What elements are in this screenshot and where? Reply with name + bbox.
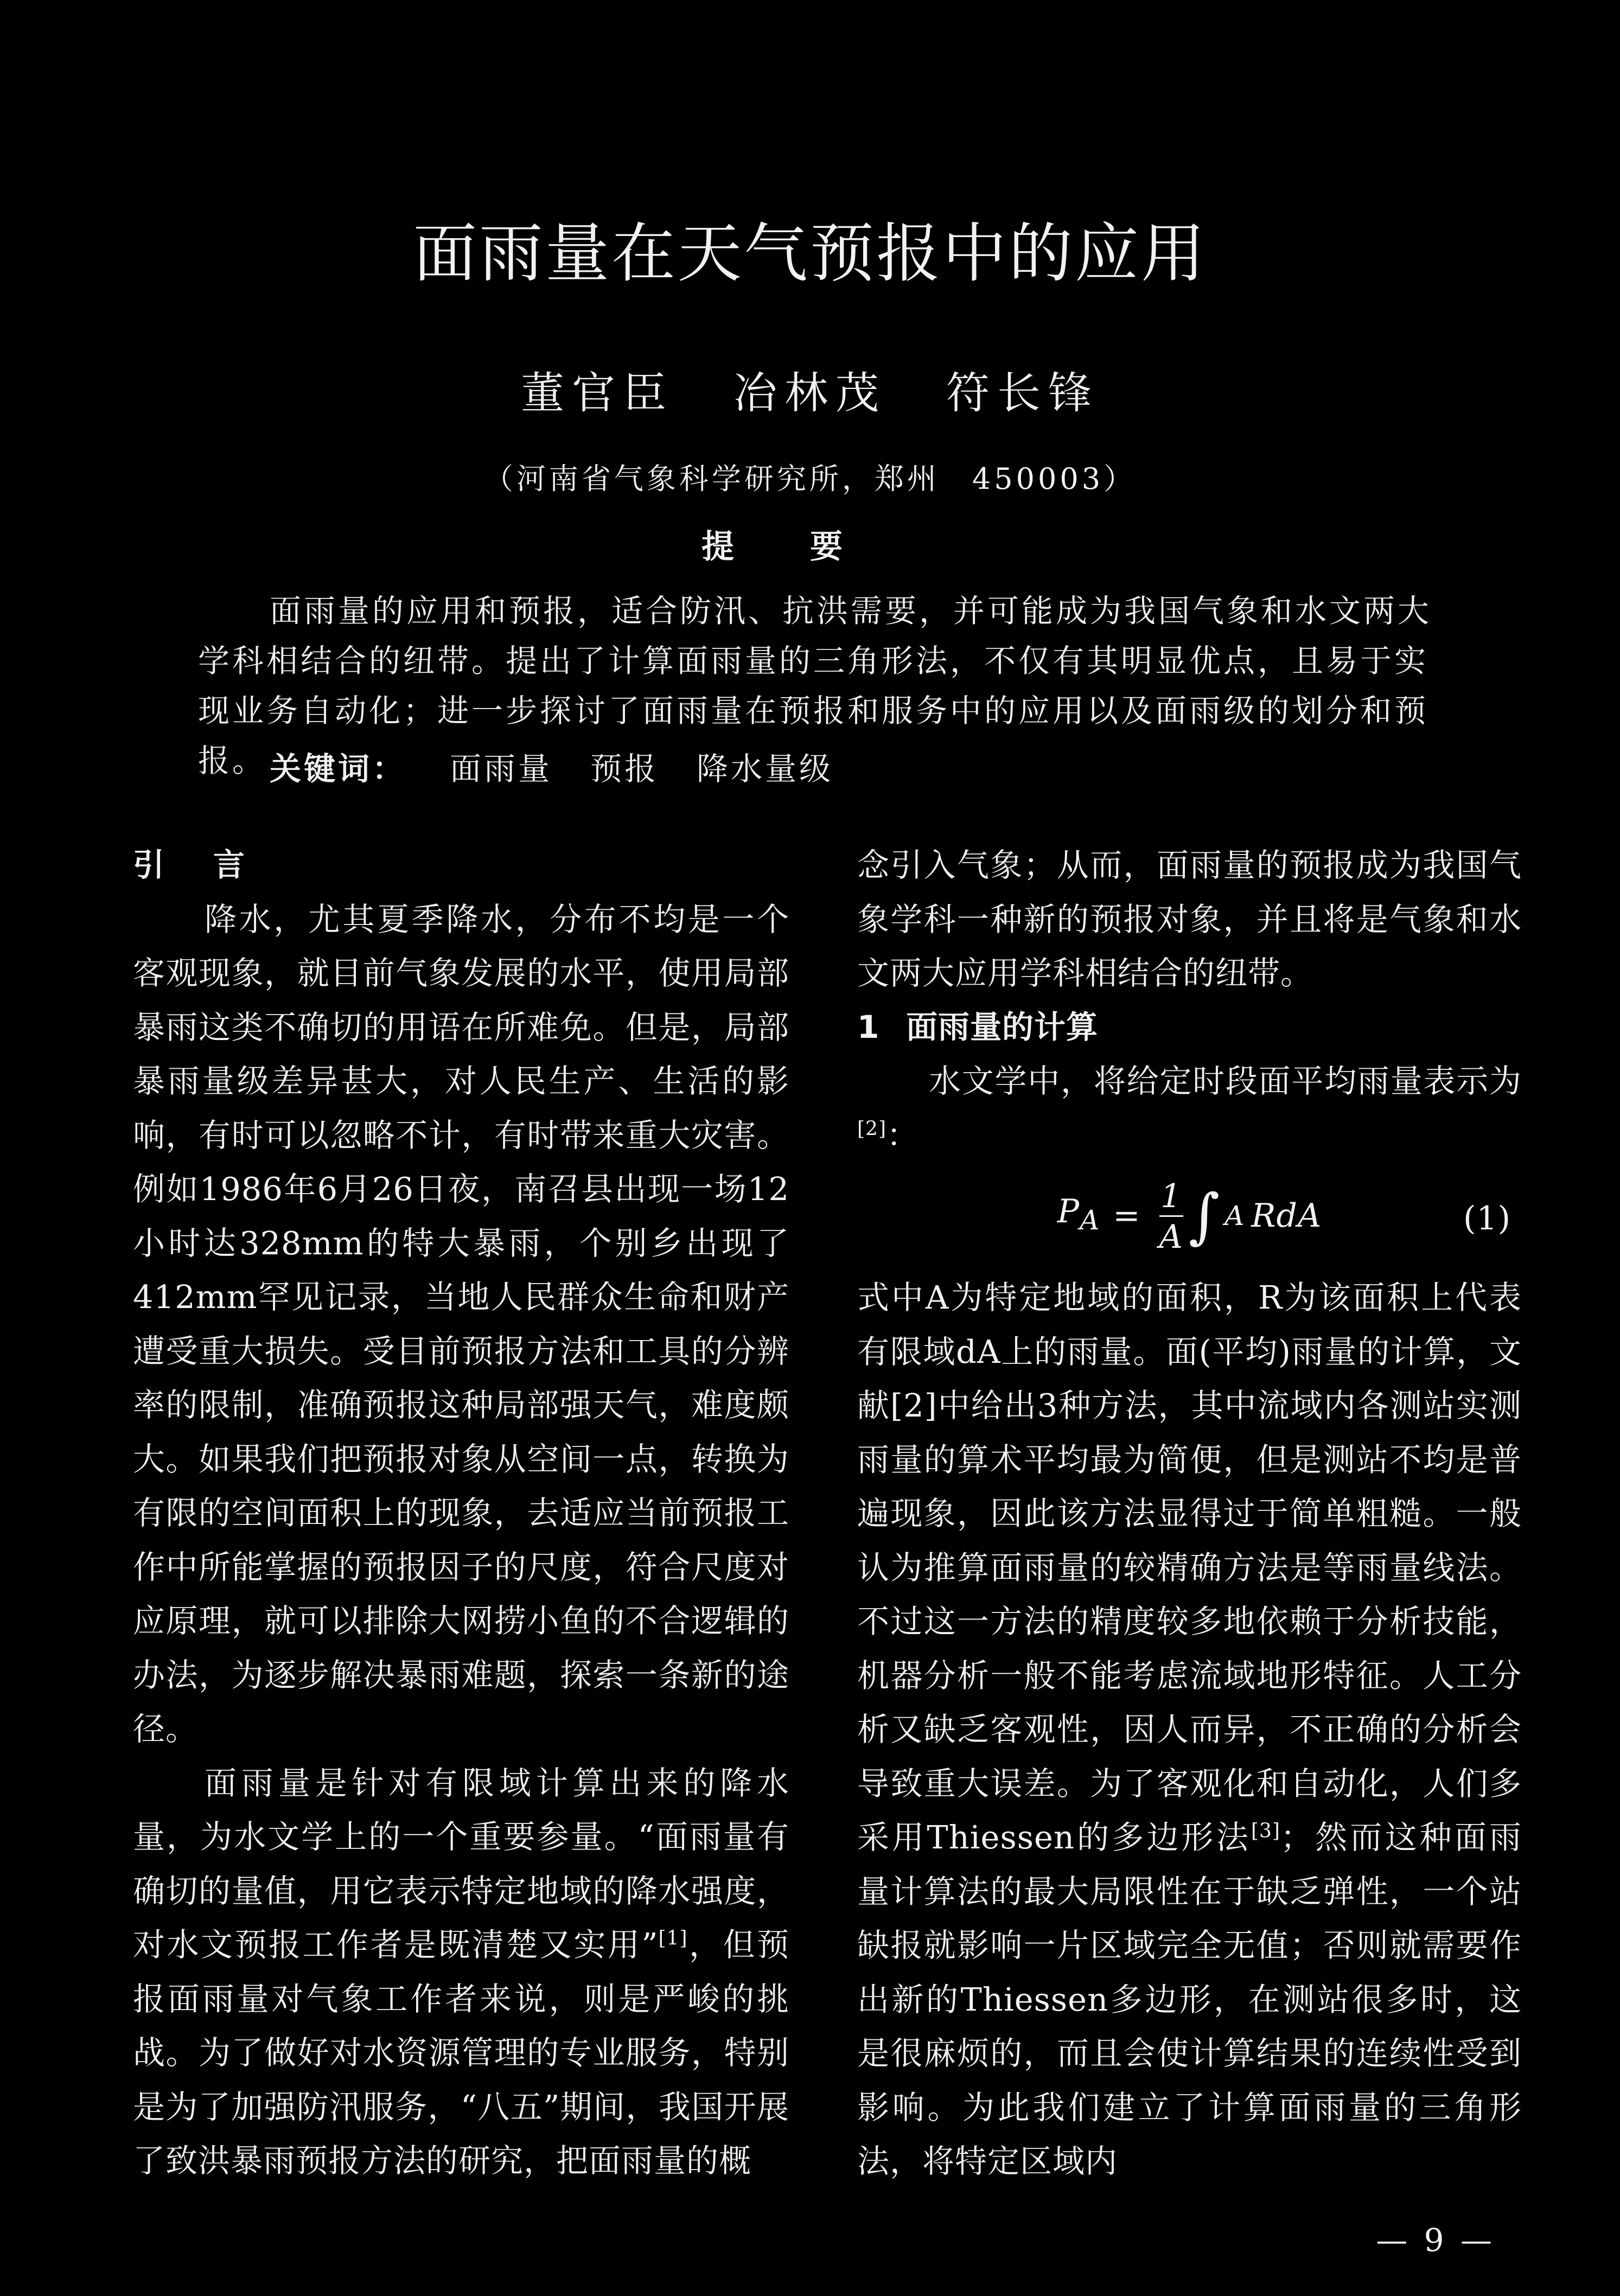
section-heading-intro — [133, 838, 789, 892]
section-1-number: 1 — [857, 1008, 880, 1045]
intro-p2-text-b: ，但预报面雨量对气象工作者来说，则是严峻的挑战。为了做好对水资源管理的专业服务，特别是为了加强防汛服务，“八五”期间，我国开展了致洪暴雨预报方法的研究，把面雨量的概 — [133, 1926, 789, 2179]
keywords-label: 关键词： — [270, 750, 407, 787]
left-column — [133, 838, 789, 2188]
section-heading-1 — [857, 1000, 1522, 1055]
formula-integrand: RdA — [1251, 1197, 1322, 1235]
keyword-3: 降水量级 — [697, 750, 834, 787]
citation-ref-3: [3] — [1251, 1820, 1280, 1842]
intro-paragraph-1: 降水，尤其夏季降水，分布不均是一个客观现象，就目前气象发展的水平，使用局部暴雨这类不确切的用语在所难免。但是，局部暴雨量级差异甚大，对人民生产、生活的影响，有时可以忽略不计，有时带来重大灾害。例如1986年6月26日夜，南召县出现一场12小时达328mm的特大暴雨，个别乡出现了412mm罕见记录，当地人民群众生命和财产遭受重大损失。受目前预报方法和工具的分辨率的限制，准确预报这种局部强天气，难度颇大。如果我们把预报对象从空间一点，转换为有限的空间面积上的现象，去适应当前预报工作中所能掌握的预报因子的尺度，符合尺度对应原理，就可以排除大网捞小鱼的不合逻辑的办法，为逐步解决暴雨难题，探索一条新的途径。 — [133, 900, 789, 1747]
formula-numerator: 1 — [1160, 1177, 1182, 1215]
keyword-2: 预报 — [590, 750, 659, 787]
citation-ref-2: [2] — [857, 1117, 886, 1140]
keyword-1: 面雨量 — [450, 750, 553, 787]
right-column — [857, 838, 1522, 2189]
formula-equals: = — [1113, 1197, 1141, 1235]
equation-number: (1) — [1463, 1200, 1511, 1238]
formula-lhs — [1057, 1185, 1100, 1248]
abstract-text: 面雨量的应用和预报，适合防汛、抗洪需要，并可能成为我国气象和水文两大学科相结合的纽带。提出了计算面雨量的三角形法，不仅有其明显优点，且易于实现业务自动化；进一步探讨了面雨量在预报和服务中的应用以及面雨级的划分和预报。 — [198, 592, 1432, 779]
formula-lhs-symbol: P — [1057, 1192, 1080, 1231]
s1p1-text-a: 水文学中，将给定时段面平均雨量表示为 — [929, 1062, 1522, 1100]
intro-paragraph-continued: 念引入气象；从而，面雨量的预报成为我国气象学科一种新的预报对象，并且将是气象和水文两大应用学科相结合的纽带。 — [857, 846, 1522, 992]
author-3: 符长锋 — [946, 368, 1099, 418]
page-number: — 9 — — [1376, 2222, 1495, 2259]
section-1-paragraph-1 — [857, 1054, 1522, 1162]
equation-1 — [857, 1162, 1522, 1271]
keywords-line — [270, 743, 833, 789]
formula-fraction — [1159, 1177, 1183, 1256]
intro-p2-text-a: 面雨量是针对有限域计算出来的降水量，为水文学上的一个重要参量。“面雨量有确切的量值，用它表示特定地域的降水强度，对水文预报工作者是既清楚又实用” — [133, 1764, 789, 1963]
intro-paragraph-2 — [133, 1756, 789, 2188]
formula-lhs-subscript: A — [1080, 1204, 1100, 1236]
integral-sign-icon: ∫ — [1188, 1181, 1221, 1251]
paper-title: 面雨量在天气预报中的应用 — [412, 216, 1207, 291]
s1p2-text-a: 式中A为特定地域的面积，R为该面积上代表有限域dA上的雨量。面(平均)雨量的计算，文献[2]中给出3种方法，其中流域内各测站实测雨量的算术平均最为简便，但是测站不均是普遍现象，因此该方法显得过于简单粗糙。一般认为推算面雨量的较精确方法是等雨量线法。不过这一方法的精度较多地依赖于分析技能，机器分析一般不能考虑流域地形特征。人工分析又缺乏客观性，因人而异，不正确的分析会导致重大误差。为了客观化和自动化，人们多采用Thiessen的多边形法 — [857, 1279, 1522, 1856]
citation-ref-1: [1] — [658, 1927, 688, 1950]
intro-heading-text: 引言 — [133, 846, 294, 883]
author-1: 董官臣 — [521, 368, 674, 418]
abstract-heading: 提要 — [701, 528, 919, 566]
section-1-paragraph-2 — [857, 1271, 1522, 2189]
s1p1-text-b: ： — [886, 1116, 920, 1154]
affiliation: （河南省气象科学研究所，郑州 450003） — [483, 462, 1137, 496]
section-1-title: 面雨量的计算 — [906, 1008, 1099, 1045]
formula-integral-subscript: A — [1224, 1200, 1245, 1232]
s1p2-text-b: ；然而这种面雨量计算法的最大局限性在于缺乏弹性，一个站缺报就影响一片区域完全无值；否则就需要作出新的Thiessen多边形，在测站很多时，这是很麻烦的，而且会使计算结果的连续性受到影响。为此我们建立了计算面雨量的三角形法，将特定区域内 — [857, 1819, 1522, 2180]
author-2: 冶林茂 — [734, 368, 886, 418]
formula-denominator: A — [1159, 1215, 1183, 1256]
author-list — [0, 358, 1620, 420]
